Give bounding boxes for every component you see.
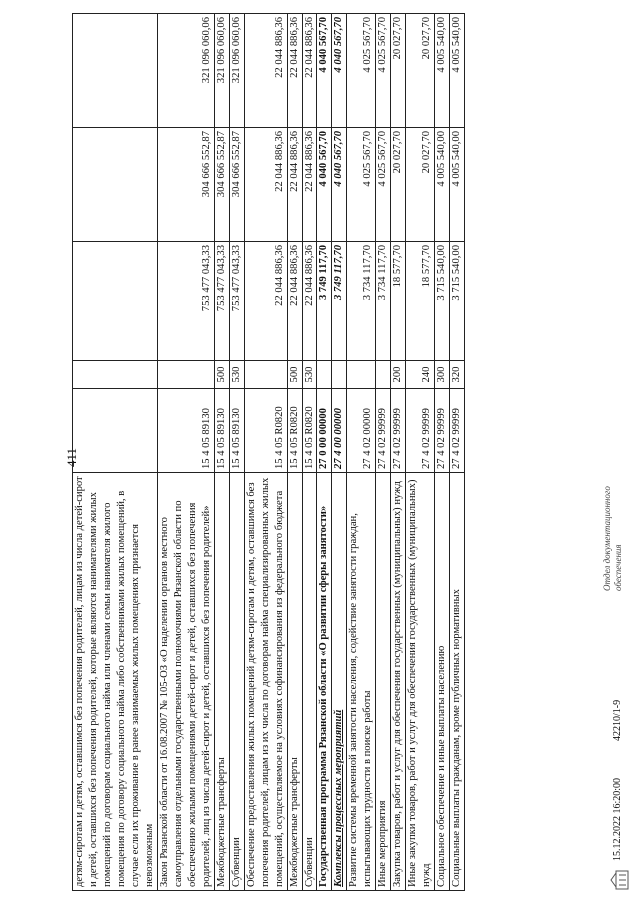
row-vr-cell [347, 361, 376, 389]
row-value-2024-cell: 20 027,70 [391, 128, 406, 242]
row-vr-cell: 320 [450, 361, 465, 389]
row-value-2023-cell: 3 749 117,70 [332, 242, 347, 361]
row-value-2025-cell: 4 025 567,70 [347, 14, 376, 128]
table-row [450, 14, 465, 891]
row-code-cell: 15 4 05 89130 [214, 389, 229, 473]
row-name-cell: Развитие системы временной занятости населения, содействие занятости граждан, испытывающих трудности в поиске работы [347, 473, 376, 891]
row-value-2023-cell: 753 477 043,33 [157, 242, 214, 361]
row-vr-cell: 200 [391, 361, 406, 389]
budget-table [72, 13, 465, 891]
table-row [376, 14, 391, 891]
row-value-2023-cell: 18 577,70 [391, 242, 406, 361]
row-code-cell [73, 389, 158, 473]
row-code-cell: 27 4 02 99999 [376, 389, 391, 473]
footer-date: 15.12.2022 16:20:00 [612, 777, 623, 861]
row-value-2024-cell: 4 005 540,00 [435, 128, 450, 242]
row-value-2024-cell [73, 128, 158, 242]
row-vr-cell: 240 [406, 361, 435, 389]
row-code-cell: 27 4 02 99999 [391, 389, 406, 473]
footer-doc-code: 42210/1-9 [612, 699, 623, 741]
row-value-2024-cell: 4 040 567,70 [332, 128, 347, 242]
row-vr-cell [317, 361, 332, 389]
row-code-cell: 15 4 05 R0820 [302, 389, 317, 473]
row-value-2025-cell: 321 096 060,06 [214, 14, 229, 128]
row-value-2024-cell: 4 025 567,70 [347, 128, 376, 242]
row-value-2024-cell: 4 025 567,70 [376, 128, 391, 242]
row-code-cell: 27 4 00 00000 [332, 389, 347, 473]
row-value-2024-cell: 304 666 552,87 [214, 128, 229, 242]
row-code-cell: 27 4 02 99999 [450, 389, 465, 473]
row-name-cell: Иные мероприятия [376, 473, 391, 891]
table-row [302, 14, 317, 891]
row-value-2024-cell: 304 666 552,87 [229, 128, 244, 242]
row-name-cell: Закупка товаров, работ и услуг для обеспечения государственных (муниципальных) нужд [391, 473, 406, 891]
table-row [229, 14, 244, 891]
table-row [435, 14, 450, 891]
row-name-cell: Межбюджетные трансферты [287, 473, 302, 891]
row-value-2025-cell: 20 027,70 [406, 14, 435, 128]
row-value-2025-cell: 4 025 567,70 [376, 14, 391, 128]
row-name-cell: Иные закупки товаров, работ и услуг для обеспечения государственных (муниципальных) нужд [406, 473, 435, 891]
row-value-2023-cell: 22 044 886,36 [302, 242, 317, 361]
row-value-2023-cell: 3 734 117,70 [347, 242, 376, 361]
row-vr-cell: 500 [214, 361, 229, 389]
page-number: 411 [64, 447, 79, 467]
row-value-2025-cell: 22 044 886,36 [287, 14, 302, 128]
row-code-cell: 27 4 02 00000 [347, 389, 376, 473]
row-vr-cell [73, 361, 158, 389]
row-vr-cell [244, 361, 287, 389]
table-row [244, 14, 287, 891]
row-value-2023-cell [73, 242, 158, 361]
row-vr-cell: 300 [435, 361, 450, 389]
table-row [157, 14, 214, 891]
row-value-2025-cell: 4 040 567,70 [317, 14, 332, 128]
row-vr-cell [332, 361, 347, 389]
row-name-cell: детям-сиротам и детям, оставшимся без попечения родителей, лицам из числа детей-сирот и детей, оставшихся без попечения родителей, которые являются нанимателями жилых помещений по договорам социального найма или членами семьи нанимателя жилого помещения по договору социального найма либо собственниками жилых помещений, в случае если их проживание в ранее занимаемых жилых помещениях признается невозможным [73, 473, 158, 891]
row-code-cell: 15 4 05 R0820 [244, 389, 287, 473]
row-value-2023-cell: 753 477 043,33 [229, 242, 244, 361]
row-value-2025-cell: 4 040 567,70 [332, 14, 347, 128]
row-code-cell: 15 4 05 89130 [229, 389, 244, 473]
row-vr-cell [157, 361, 214, 389]
table-row [287, 14, 302, 891]
table-row [391, 14, 406, 891]
row-code-cell: 27 4 02 99999 [406, 389, 435, 473]
row-name-cell: Субвенции [302, 473, 317, 891]
row-value-2025-cell: 321 096 060,06 [157, 14, 214, 128]
row-code-cell: 27 4 02 99999 [435, 389, 450, 473]
row-value-2023-cell: 18 577,70 [406, 242, 435, 361]
row-value-2025-cell: 321 096 060,06 [229, 14, 244, 128]
row-value-2023-cell: 3 715 540,00 [435, 242, 450, 361]
row-value-2025-cell: 4 005 540,00 [450, 14, 465, 128]
row-value-2025-cell [73, 14, 158, 128]
row-value-2023-cell: 3 749 117,70 [317, 242, 332, 361]
row-name-cell: Закон Рязанской области от 16.08.2007 № 105-ОЗ «О наделении органов местного самоуправления отдельными государственными полномочиями Рязанской области по обеспечению жилыми помещениями детей-сирот и детей, оставшихся без попечения родителей, лиц из числа детей-сирот и детей, оставшихся без попечения родителей» [157, 473, 214, 891]
row-value-2025-cell: 4 005 540,00 [435, 14, 450, 128]
row-value-2025-cell: 20 027,70 [391, 14, 406, 128]
row-value-2024-cell: 304 666 552,87 [157, 128, 214, 242]
row-name-cell: Социальное обеспечение и иные выплаты населению [435, 473, 450, 891]
row-vr-cell [376, 361, 391, 389]
row-value-2024-cell: 22 044 886,36 [287, 128, 302, 242]
footer-department: Отдел документационного обеспечения [602, 486, 623, 591]
row-name-cell: Межбюджетные трансферты [214, 473, 229, 891]
table-row [347, 14, 376, 891]
row-value-2024-cell: 20 027,70 [406, 128, 435, 242]
row-value-2023-cell: 22 044 886,36 [244, 242, 287, 361]
row-vr-cell: 530 [302, 361, 317, 389]
row-value-2025-cell: 22 044 886,36 [302, 14, 317, 128]
table-row [332, 14, 347, 891]
table-row [214, 14, 229, 891]
table-row [317, 14, 332, 891]
row-code-cell: 15 4 05 89130 [157, 389, 214, 473]
row-value-2025-cell: 22 044 886,36 [244, 14, 287, 128]
row-code-cell: 15 4 05 R0820 [287, 389, 302, 473]
row-name-cell: Субвенции [229, 473, 244, 891]
archive-stamp-icon [608, 869, 630, 891]
row-value-2023-cell: 22 044 886,36 [287, 242, 302, 361]
table-row [406, 14, 435, 891]
row-value-2023-cell: 3 734 117,70 [376, 242, 391, 361]
row-name-cell: Комплексы процессных мероприятий [332, 473, 347, 891]
row-value-2024-cell: 4 040 567,70 [317, 128, 332, 242]
row-value-2023-cell: 753 477 043,33 [214, 242, 229, 361]
row-vr-cell: 500 [287, 361, 302, 389]
row-value-2024-cell: 4 005 540,00 [450, 128, 465, 242]
row-code-cell: 27 0 00 00000 [317, 389, 332, 473]
row-name-cell: Социальные выплаты гражданам, кроме публичных нормативных [450, 473, 465, 891]
row-name-cell: Обеспечение предоставления жилых помещений детям-сиротам и детям, оставшимся без попечения родителей, лицам из их числа по договорам найма специализированных жилых помещений, осуществляемое на условиях софинансирования из федерального бюджета [244, 473, 287, 891]
page-footer [598, 14, 634, 891]
row-value-2023-cell: 3 715 540,00 [450, 242, 465, 361]
row-value-2024-cell: 22 044 886,36 [302, 128, 317, 242]
row-vr-cell: 530 [229, 361, 244, 389]
table-row [73, 14, 158, 891]
row-name-cell: Государственная программа Рязанской области «О развитии сферы занятости» [317, 473, 332, 891]
row-value-2024-cell: 22 044 886,36 [244, 128, 287, 242]
